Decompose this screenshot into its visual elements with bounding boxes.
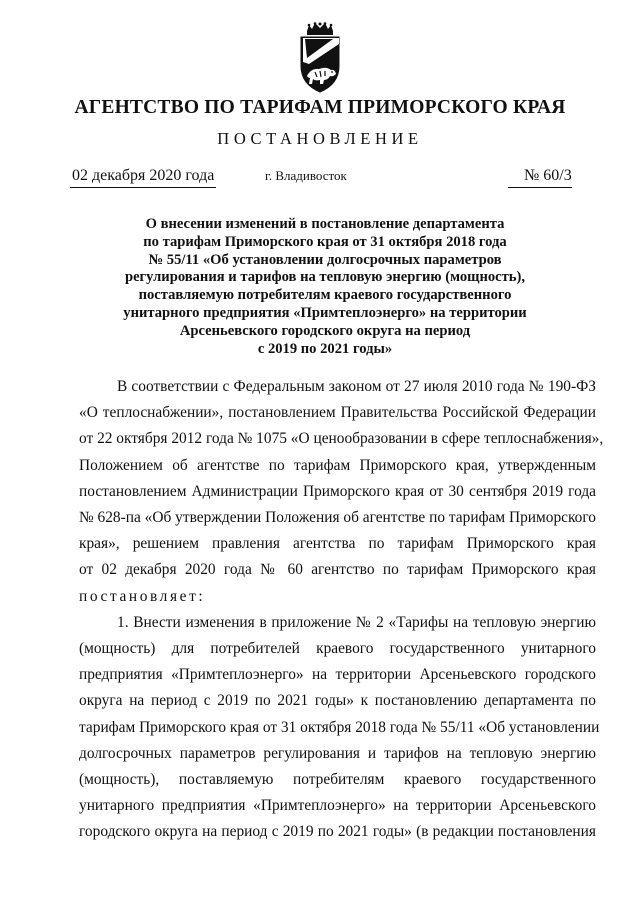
body-line: от 02 декабря 2020 года № 60 агентство по тарифам Приморского края bbox=[79, 561, 596, 579]
body-line: (мощность), поставляемую потребителям краевого государственного bbox=[79, 771, 596, 789]
title-line: унитарного предприятия «Примтеплоэнерго» на территории bbox=[123, 304, 527, 321]
title-line: регулирования и тарифов на тепловую энергию (мощность), bbox=[124, 269, 526, 286]
body-line: В соответствии с Федеральным законом от 27 июля 2010 года № 190-ФЗ bbox=[117, 378, 596, 395]
document-date: 02 декабря 2020 года bbox=[72, 167, 215, 184]
body-line: постановлением Администрации Приморского края от 30 сентября 2019 года bbox=[79, 482, 596, 500]
body-line: долгосрочных параметров регулирования и тарифов на тепловую энергию bbox=[79, 744, 596, 762]
document-city: г. Владивосток bbox=[265, 168, 347, 183]
body-line: предприятия «Примтеплоэнерго» на территории Арсеньевского городского bbox=[79, 666, 596, 684]
body-line: «О теплоснабжении», постановлением Правительства Российской Федерации bbox=[79, 404, 596, 422]
document-type: ПОСТАНОВЛЕНИЕ bbox=[217, 129, 423, 148]
body-line: тарифам Приморского края от 31 октября 2018 года № 55/11 «Об установлении bbox=[79, 718, 600, 736]
body-line-resolves: постановляет: bbox=[79, 587, 206, 605]
document-title bbox=[80, 216, 570, 358]
body-line: округа на период с 2019 по 2021 годы» к постановлению департамента по bbox=[79, 692, 596, 710]
coat-of-arms-icon bbox=[293, 22, 347, 94]
number-underline bbox=[508, 187, 572, 188]
document-number: № 60/3 bbox=[524, 167, 572, 184]
title-line: с 2019 по 2021 годы» bbox=[257, 340, 393, 357]
title-line: по тарифам Приморского края от 31 октября 2018 года bbox=[143, 233, 507, 250]
body-line: края», решением правления агентства по тарифам Приморского края bbox=[79, 535, 596, 553]
title-line: № 55/11 «Об установлении долгосрочных параметров bbox=[148, 251, 502, 268]
body-line: (мощность) для потребителей краевого государственного унитарного bbox=[79, 640, 596, 658]
body-line: Положением об агентстве по тарифам Приморского края, утвержденным bbox=[79, 456, 596, 474]
body-line: № 628-па «Об утверждении Положения об агентстве по тарифам Приморского bbox=[79, 509, 596, 527]
body-line: городского округа на период с 2019 по 2021 годы» (в редакции постановления bbox=[79, 823, 596, 841]
agency-name: АГЕНТСТВО ПО ТАРИФАМ ПРИМОРСКОГО КРАЯ bbox=[74, 97, 566, 118]
title-line: поставляемую потребителям краевого государственного bbox=[138, 287, 512, 304]
date-underline bbox=[70, 187, 216, 188]
body-line: от 22 октября 2012 года № 1075 «О ценообразовании в сфере теплоснабжения», bbox=[79, 430, 604, 448]
document-body bbox=[79, 374, 604, 846]
title-line: О внесении изменений в постановление департамента bbox=[145, 216, 505, 232]
body-line: унитарного предприятия «Примтеплоэнерго» на территории Арсеньевского bbox=[79, 797, 596, 815]
title-line: Арсеньевского городского округа на период bbox=[179, 322, 471, 339]
body-line: 1. Внести изменения в приложение № 2 «Тарифы на тепловую энергию bbox=[117, 613, 596, 631]
